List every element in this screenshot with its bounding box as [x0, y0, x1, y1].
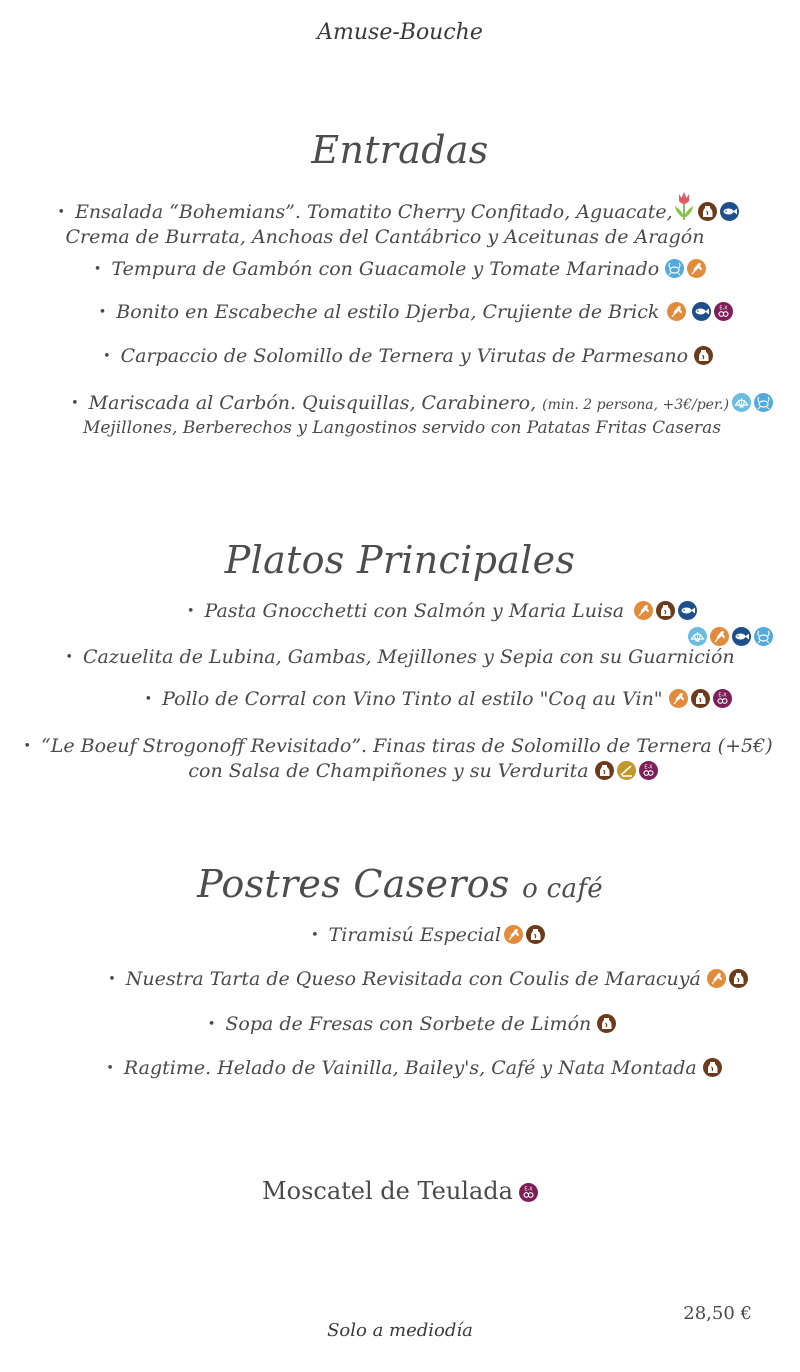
- fish-icon: [692, 302, 711, 321]
- bullet: •: [65, 650, 74, 665]
- bullet: •: [98, 305, 107, 320]
- menu-item-sopa-fresas: [12, 1013, 800, 1038]
- item-text: Tempura de Gambón con Guacamole y Tomate Marinado: [111, 258, 660, 280]
- milk-jug-icon: [703, 1058, 722, 1077]
- item-text: Tiramisú Especial: [328, 924, 502, 946]
- shell-icon: [688, 627, 707, 646]
- postres-title: [0, 862, 800, 906]
- menu-item-tarta-queso: [28, 968, 800, 993]
- fish-icon: [732, 627, 751, 646]
- wheat-icon: [669, 689, 688, 708]
- menu-item-carpaccio: [8, 345, 800, 370]
- item-text: Carpaccio de Solomillo de Ternera y Virutas de Parmesano: [120, 345, 689, 367]
- item-text-line1: “Le Boeuf Strogonoff Revisitado”. Finas tiras de Solomillo de Ternera (+5€): [41, 735, 773, 757]
- bullet: •: [93, 262, 102, 277]
- bullet: •: [102, 349, 111, 364]
- item-text-line2: Mejillones, Berberechos y Langostinos servido con Patatas Fritas Caseras: [82, 418, 722, 438]
- item-text-line1: Ensalada “Bohemians”. Tomatito Cherry Confitado, Aguacate,: [75, 201, 673, 223]
- item-text: Bonito en Escabeche al estilo Djerba, Crujiente de Brick: [116, 301, 660, 323]
- item-text-line2-wrap: [48, 760, 798, 783]
- wheat-icon: [504, 925, 523, 944]
- wheat-icon: [667, 302, 686, 321]
- item-note: (min. 2 persona, +3€/per.): [542, 397, 730, 413]
- menu-item-bonito: [16, 301, 800, 326]
- item-text: Sopa de Fresas con Sorbete de Limón: [225, 1013, 592, 1035]
- menu-item-ragtime: [14, 1057, 800, 1082]
- shell-icon: [732, 393, 751, 412]
- fish-icon: [720, 202, 739, 221]
- crab-icon: [754, 393, 773, 412]
- item-text: Ragtime. Helado de Vainilla, Bailey's, Café y Nata Montada: [123, 1057, 697, 1079]
- principales-title: Platos Principales: [224, 538, 576, 582]
- bullet: •: [108, 972, 116, 987]
- moscatel-text: Moscatel de Teulada: [262, 1177, 513, 1205]
- bullet: •: [186, 604, 195, 619]
- wheat-icon: [710, 627, 729, 646]
- milk-jug-icon: [656, 601, 675, 620]
- wheat-icon: [707, 969, 726, 988]
- menu-item-tiramisu: [28, 924, 800, 949]
- sulphites-icon: [639, 761, 658, 780]
- crab-icon: [665, 259, 684, 278]
- menu-item-strogonoff: [0, 735, 798, 783]
- menu-item-ensalada: [0, 190, 798, 249]
- menu-item-mariscada: [22, 392, 800, 440]
- milk-jug-icon: [526, 925, 545, 944]
- bullet: •: [23, 739, 32, 754]
- wheat-icon: [634, 601, 653, 620]
- amuse-bouche-title: Amuse-Bouche: [317, 20, 483, 45]
- sulphites-icon: [713, 689, 732, 708]
- cazuelita-allergen-icons: [688, 627, 773, 647]
- bullet: •: [106, 1061, 114, 1076]
- bullet: •: [70, 396, 79, 411]
- bullet: •: [57, 205, 66, 220]
- milk-jug-icon: [729, 969, 748, 988]
- milk-jug-icon: [691, 689, 710, 708]
- item-text: Pasta Gnocchetti con Salmón y Maria Luisa: [204, 600, 625, 622]
- item-text: Cazuelita de Lubina, Gambas, Mejillones y Sepia con su Guarnición: [83, 646, 735, 668]
- milk-jug-icon: [694, 346, 713, 365]
- bullet: •: [144, 692, 153, 707]
- crab-icon: [754, 627, 773, 646]
- item-text: Pollo de Corral con Vino Tinto al estilo "Coq au Vin": [162, 688, 663, 710]
- milk-jug-icon: [595, 761, 614, 780]
- menu-item-tempura: [0, 258, 800, 283]
- milk-jug-icon: [597, 1014, 616, 1033]
- wheat-icon: [687, 259, 706, 278]
- menu-item-pollo: [38, 688, 800, 713]
- mustard-icon: [617, 761, 636, 780]
- item-text-line2: Crema de Burrata, Anchoas del Cantábrico y Aceitunas de Aragón: [65, 226, 705, 248]
- moscatel: [0, 1177, 800, 1205]
- tulip-icon: [673, 190, 695, 222]
- item-text-line2: con Salsa de Champiñones y su Verdurita: [188, 760, 589, 782]
- sulphites-icon: [519, 1183, 538, 1202]
- item-text-line1: Mariscada al Carbón. Quisquillas, Carabinero,: [88, 392, 537, 414]
- sulphites-icon: [714, 302, 733, 321]
- bullet: •: [310, 928, 319, 943]
- footer-note: Solo a mediodía: [327, 1320, 473, 1341]
- menu-price: 28,50 €: [683, 1303, 752, 1324]
- milk-jug-icon: [698, 202, 717, 221]
- menu-item-cazuelita: [0, 646, 800, 671]
- menu-item-gnocchetti: [42, 600, 800, 625]
- fish-icon: [678, 601, 697, 620]
- postres-title-suffix: o café: [522, 874, 603, 904]
- item-text: Nuestra Tarta de Queso Revisitada con Coulis de Maracuyá: [125, 968, 701, 990]
- entradas-title: Entradas: [311, 128, 489, 172]
- postres-title-main: Postres Caseros: [197, 862, 510, 906]
- bullet: •: [207, 1017, 216, 1032]
